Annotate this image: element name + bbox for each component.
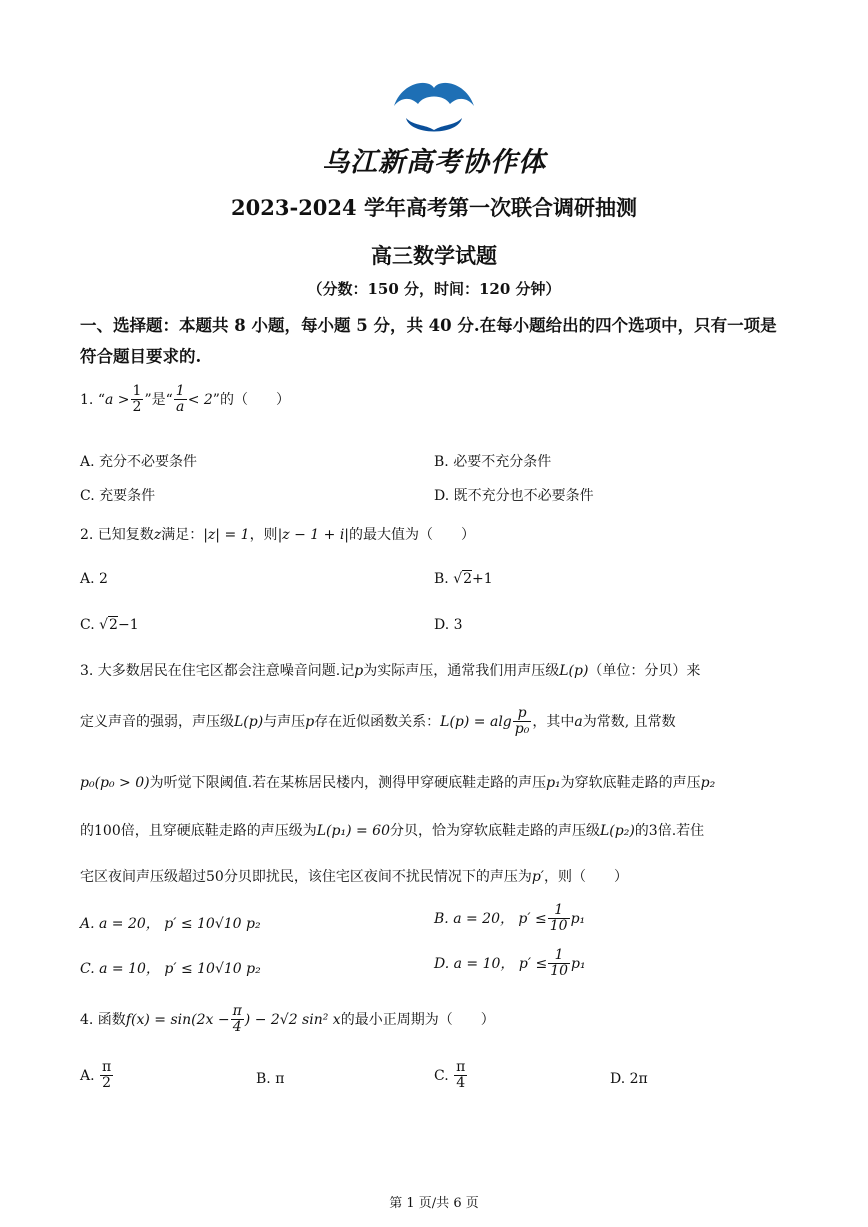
q3-d-den: 10 [550, 963, 569, 980]
q4-a-fraction [100, 1060, 113, 1092]
q3-d-tail: p₁ [571, 955, 586, 972]
q3-Lp: L(p) [559, 663, 589, 679]
q3-formula-fraction [513, 706, 532, 738]
q4-a-den: 2 [102, 1075, 112, 1092]
q2-stem-c: ，则 [249, 527, 278, 543]
q4-c-num: π [456, 1059, 466, 1075]
q3-b-den: 10 [549, 918, 568, 935]
q3-Lp-2: L(p) [234, 713, 264, 730]
q2-c-radicand: 2 [109, 617, 118, 633]
q3-line-1 [80, 660, 700, 680]
q3-Lp2: L(p₂) [599, 823, 635, 839]
q3-l5-a: 宅区夜间声压级超过50分贝即扰民，该住宅区夜间不扰民情况下的声压为 [80, 869, 532, 885]
q3-b-num: 1 [548, 903, 570, 919]
q3-l3-c: 为穿软底鞋走路的声压 [560, 775, 701, 791]
q1-mid: ”是“ [144, 391, 173, 408]
q4-c-den: 4 [456, 1075, 466, 1092]
org-logo [388, 78, 480, 140]
q1-option-d: D. 既不充分也不必要条件 [434, 488, 594, 504]
q4-stem-a: 4. 函数 [80, 1011, 126, 1028]
q3-d-label: D. a = 10， p′ ≤ [434, 955, 548, 972]
q2-stem-d: 的最大值为（ ） [349, 527, 476, 543]
q4-a-label: A. [80, 1067, 95, 1084]
org-name: 乌江新高考协作体 [322, 147, 546, 178]
q2-stem-a: 2. 已知复数 [80, 527, 154, 543]
section-heading: 一、选择题：本题共 8 小题，每小题 5 分，共 40 分.在每小题给出的四个选项中，只有一项是符合题目要求的. [80, 316, 777, 366]
q3-option-b [434, 903, 585, 935]
q3-p1: p₁ [546, 775, 561, 791]
q4-option-d: D. 2π [610, 1071, 648, 1087]
q3-l2-e: 为常数, 且常数 [582, 713, 676, 730]
q1-lt2: < 2 [187, 391, 213, 408]
exam-title: 2023-2024 学年高考第一次联合调研抽测 [231, 195, 637, 220]
q3-formula-lhs: L(p) = alg [440, 713, 512, 730]
q2-abs-expr: |z − 1 + i| [277, 527, 350, 543]
q1-half-den: 2 [132, 399, 142, 416]
q4-option-a [80, 1060, 114, 1092]
question-4 [80, 1004, 495, 1036]
q1-recip-den: a [176, 399, 185, 416]
q3-p-2: p [305, 713, 315, 730]
q1-option-c: C. 充要条件 [80, 488, 156, 504]
q2-stem-b: 满足： [161, 527, 204, 543]
q2-abs-z: |z| = 1 [203, 527, 250, 543]
q1-quote-open: “ [97, 391, 105, 408]
q2-option-c: C. √2−1 [80, 617, 139, 633]
q3-l1-b: 为实际声压，通常我们用声压级 [363, 663, 560, 679]
q3-l5-b: ，则（ ） [543, 869, 628, 885]
q3-p0: p₀(p₀ > 0) [80, 775, 150, 791]
q1-option-a: A. 充分不必要条件 [80, 454, 198, 470]
q2-c-tail: −1 [117, 617, 139, 633]
q1-recip-fraction [174, 384, 187, 416]
q4-option-c [434, 1060, 468, 1092]
q3-l4-b: 分贝，恰为穿软底鞋走路的声压级 [389, 823, 600, 839]
q3-l2-c: 存在近似函数关系： [314, 713, 441, 730]
q3-l1-c: （单位：分贝）来 [588, 663, 701, 679]
q4-fx: f(x) = sin(2x − [125, 1011, 230, 1028]
q3-line-3 [80, 772, 715, 792]
q3-l2-d: ，其中 [532, 713, 575, 730]
q4-a-num: π [102, 1059, 112, 1075]
q2-b-radicand: 2 [463, 571, 473, 587]
q3-line-4 [80, 820, 704, 840]
q3-option-d [434, 948, 586, 980]
q3-line-2 [80, 706, 676, 738]
q3-l4-c: 的3倍.若住 [634, 823, 705, 839]
q3-option-c: C. a = 10， p′ ≤ 10√10 p₂ [80, 961, 261, 977]
page-footer: 第 1 页/共 6 页 [389, 1196, 479, 1211]
q3-p: p [354, 663, 364, 679]
q4-fx-tail: ) − 2√2 sin² x [244, 1011, 341, 1028]
q1-half-fraction [131, 384, 144, 416]
q3-formula-num: p [513, 706, 532, 722]
q3-l2-b: 与声压 [263, 713, 306, 730]
q1-tail: ”的（ ） [212, 391, 290, 408]
q2-option-a: A. 2 [80, 571, 108, 587]
score-info: （分数：150 分，时间：120 分钟） [307, 280, 561, 298]
subject-title: 高三数学试题 [371, 243, 497, 268]
q2-z: z [153, 527, 162, 543]
q3-option-a: A. a = 20， p′ ≤ 10√10 p₂ [80, 916, 261, 932]
q2-option-d: D. 3 [434, 617, 463, 633]
q3-b-tail: p₁ [570, 910, 586, 927]
q2-option-b: B. √2+1 [434, 571, 493, 587]
q3-line-5 [80, 866, 628, 886]
q4-pi-num: π [232, 1003, 242, 1019]
q3-d-num: 1 [548, 948, 570, 964]
q3-formula-den: p₀ [514, 721, 530, 738]
q3-l2-a: 定义声音的强弱，声压级 [80, 713, 234, 730]
q2-c-label: C. [80, 617, 95, 633]
q3-a: a [574, 713, 583, 730]
q4-pi-fraction [231, 1004, 244, 1036]
q1-option-b: B. 必要不充分条件 [434, 454, 552, 470]
q1-recip-num: 1 [175, 383, 185, 399]
q3-l1-a: 3. 大多数居民在住宅区都会注意噪音问题.记 [80, 663, 355, 679]
q3-p2: p₂ [700, 775, 716, 791]
q4-option-b: B. π [256, 1071, 285, 1087]
q3-d-fraction [548, 948, 570, 980]
question-2 [80, 524, 475, 544]
q3-b-label: B. a = 20， p′ ≤ [434, 910, 547, 927]
q2-b-label: B. [434, 571, 449, 587]
q4-stem-b: 的最小正周期为（ ） [340, 1011, 495, 1028]
q3-pprime: p′ [531, 869, 544, 885]
q2-b-tail: +1 [472, 571, 493, 587]
q1-half-num: 1 [132, 383, 142, 399]
q3-Lp1: L(p₁) = 60 [316, 823, 390, 839]
q3-l3-b: 为听觉下限阈值.若在某栋居民楼内，测得甲穿硬底鞋走路的声压 [149, 775, 547, 791]
q1-number: 1. [80, 391, 94, 408]
question-1 [80, 384, 290, 416]
q4-pi-den: 4 [232, 1019, 242, 1036]
q3-b-fraction [548, 903, 570, 935]
q1-cond-a: a > [104, 391, 130, 408]
q3-l4-a: 的100倍，且穿硬底鞋走路的声压级为 [80, 823, 317, 839]
q4-c-label: C. [434, 1067, 449, 1084]
q4-c-fraction [454, 1060, 467, 1092]
